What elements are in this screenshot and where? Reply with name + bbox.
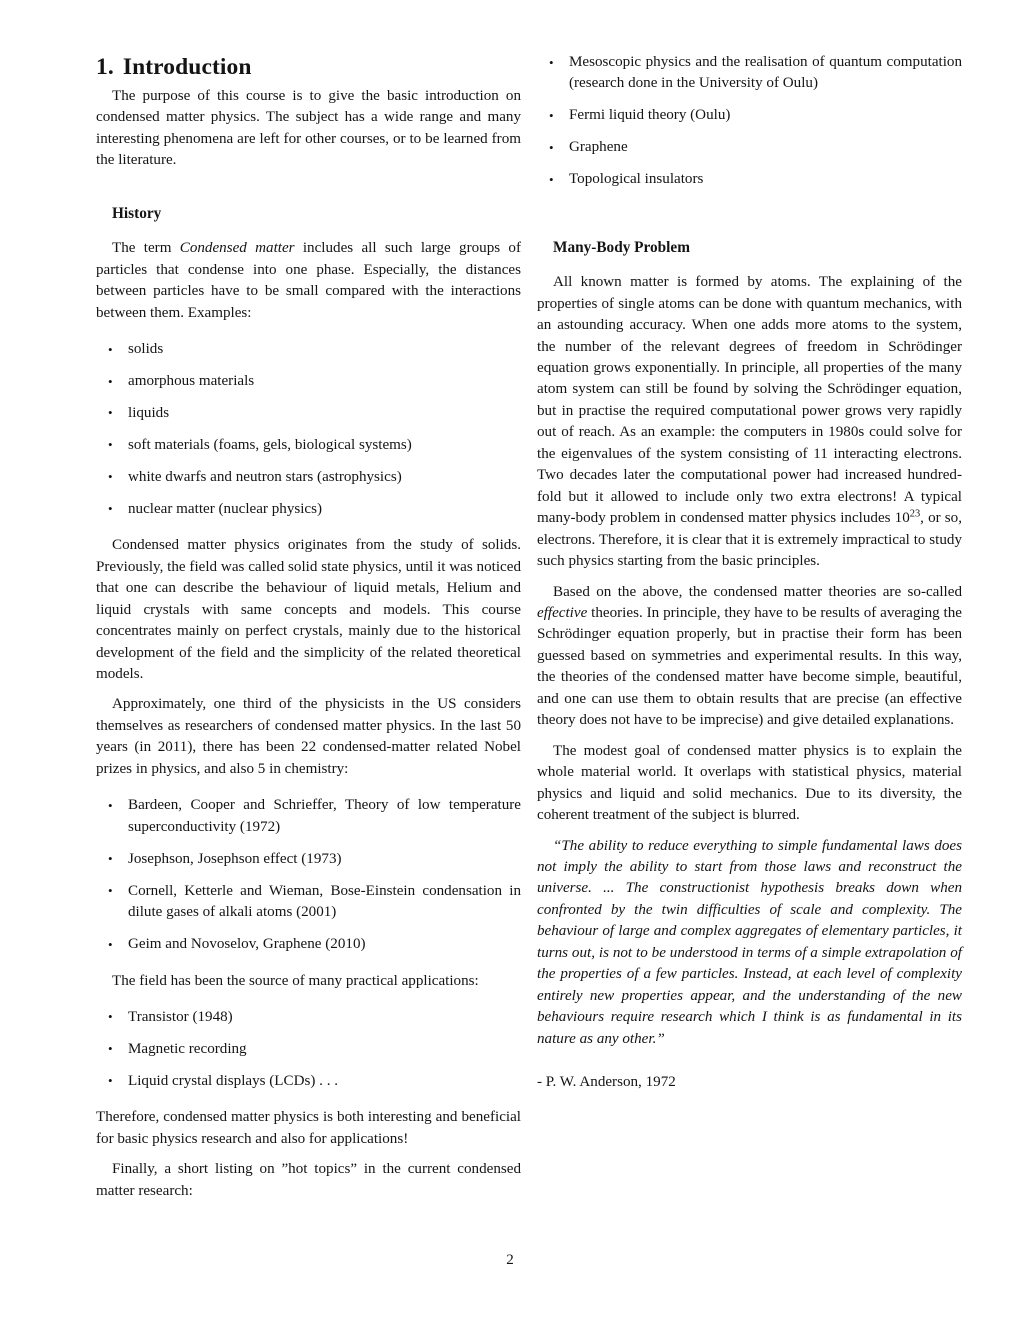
history-text-pre: The term [112, 240, 180, 257]
list-item: • solids [96, 339, 521, 360]
anderson-quote: “The ability to reduce everything to simple fundamental laws does not imply the ability to start from those laws and reconstruct the universe. ... The constructionist hypothesis breaks down when confronted by the twin difficulties of scale and complexity. The behaviour of large and complex aggregates of elementary particles, it turns out, is not to be understood in terms of a simple extrapolation of the properties of a few particles. Instead, at each level of complexity entirely new properties appear, and the understanding of the new behaviours require research which I think is as fundamental in its nature as any other.” [537, 837, 962, 1047]
spacer [537, 258, 962, 272]
list-item: • Bardeen, Cooper and Schrieffer, Theory of low temperature superconductivity (1972) [96, 795, 521, 838]
effective-text-pre: Based on the above, the condensed matter theories are so-called [553, 583, 962, 600]
spacer [96, 992, 521, 1007]
left-column [96, 52, 521, 1232]
list-item: • Magnetic recording [96, 1039, 521, 1060]
list-item: • soft materials (foams, gels, biological systems) [96, 435, 521, 456]
right-column [537, 52, 962, 1232]
history-text-post: includes all such large groups of particles that condense into one phase. Especially, the distances between particles have to be small compared with the interactions between them. Examples: [96, 240, 521, 321]
therefore-paragraph: Therefore, condensed matter physics is both interesting and beneficial for basic physics research and also for applications! [96, 1109, 521, 1147]
spacer [96, 224, 521, 238]
spacer [96, 324, 521, 339]
applications-list [96, 1007, 521, 1092]
two-column-body [96, 52, 962, 1232]
spacer [96, 685, 521, 694]
modest-goal-paragraph: The modest goal of condensed matter physics is to explain the whole material world. It overlaps with statistical physics, material physics and liquid and solid mechanics. Due to its diversity, the coherent treatment of the subject is blurred. [537, 742, 962, 824]
list-item: • Geim and Novoselov, Graphene (2010) [96, 934, 521, 955]
list-item: • Cornell, Ketterle and Wieman, Bose-Einstein condensation in dilute gases of alkali atoms (2001) [96, 881, 521, 924]
intro-paragraph: The purpose of this course is to give the basic introduction on condensed matter physics. The subject has a wide range and many interesting phenomena are left for other courses, or to be learned from the literature. [96, 88, 521, 169]
spacer [96, 520, 521, 535]
origins-paragraph: Condensed matter physics originates from the study of solids. Previously, the field was called solid state physics, until it was noticed that one can describe the behaviour of liquid metals, Helium and liquid crystals with same concepts and models. This course concentrates mainly on perfect crystals, mainly due to the historical development of the field and the simplicity of the related theoretical models. [96, 537, 521, 683]
spacer [96, 780, 521, 795]
anderson-attribution: - P. W. Anderson, 1972 [537, 1074, 676, 1091]
effective-emphasis: effective [537, 605, 588, 622]
list-item: • Graphene [537, 137, 962, 158]
spacer [537, 573, 962, 582]
spacer [537, 1050, 962, 1072]
spacer [537, 191, 962, 222]
applications-intro-paragraph: The field has been the source of many practical applications: [112, 972, 479, 989]
examples-list [96, 339, 521, 520]
list-item: • nuclear matter (nuclear physics) [96, 499, 521, 520]
spacer [96, 1150, 521, 1159]
page-number: 2 [506, 1252, 514, 1268]
spacer [537, 222, 962, 237]
list-item: • amorphous materials [96, 371, 521, 392]
many-body-text-pre: All known matter is formed by atoms. The explaining of the properties of single atoms can be done with quantum mechanics, with an astounding accuracy. When one adds more atoms to the system, the number of the relevant degrees of freedom in Schrödinger equation grows exponentially. In principle, all properties of the many atom system can still be found by solving the Schrödinger equation, but in practise the required computational power grows very rapidly out of reach. As an example: the computers in 1980s could solve for the eigenvalues of the system consisting of 11 interacting electrons. Two decades later the computational power had increased hundred-fold but it allowed to include only two extra electrons! A typical many-body problem in condensed matter physics includes 10 [537, 274, 962, 527]
effective-text-post: theories. In principle, they have to be results of averaging the Schrödinger equation properly, but in practise their form has been guessed based on symmetries and experimental results. In this way, the theories of the condensed matter have become simple, beautiful, and one can use them to obtain results that are precise (an effective theory does not have to be imprecise) and give detailed explanations. [537, 605, 962, 729]
list-item: • Transistor (1948) [96, 1007, 521, 1028]
list-item: • white dwarfs and neutron stars (astrophysics) [96, 467, 521, 488]
spacer [96, 172, 521, 203]
spacer [96, 1092, 521, 1107]
nobel-prize-list [96, 795, 521, 955]
many-body-paragraph [537, 272, 962, 572]
section-title-text: Introduction [122, 54, 252, 80]
effective-theories-paragraph [537, 582, 962, 732]
list-item: • Topological insulators [537, 169, 962, 190]
list-item: • Mesoscopic physics and the realisation of quantum computation (research done in the University of Oulu) [537, 52, 962, 95]
history-heading: History [112, 204, 162, 222]
section-number: 1. [96, 54, 114, 80]
statistics-paragraph: Approximately, one third of the physicists in the US considers themselves as researchers of condensed matter physics. In the last 50 years (in 2011), there has been 22 condensed-matter related Nobel prizes in physics, and also 5 in chemistry: [96, 696, 521, 777]
spacer [537, 732, 962, 741]
many-body-heading: Many-Body Problem [553, 238, 690, 256]
spacer [96, 956, 521, 971]
list-item: • liquids [96, 403, 521, 424]
spacer [537, 827, 962, 836]
history-paragraph [96, 238, 521, 324]
condensed-matter-emphasis: Condensed matter [179, 240, 295, 257]
hot-topics-list [537, 52, 962, 191]
avogadro-exponent: 23 [909, 508, 921, 520]
finally-paragraph: Finally, a short listing on ”hot topics” in the current condensed matter research: [96, 1161, 521, 1199]
page-title [96, 52, 521, 82]
many-body-text-post: , or so, electrons. Therefore, it is clear that it is extremely impractical to study such physics starting from the basic principles. [537, 510, 962, 570]
list-item: • Fermi liquid theory (Oulu) [537, 105, 962, 126]
list-item: • Josephson, Josephson effect (1973) [96, 849, 521, 870]
list-item: • Liquid crystal displays (LCDs) . . . [96, 1071, 521, 1092]
